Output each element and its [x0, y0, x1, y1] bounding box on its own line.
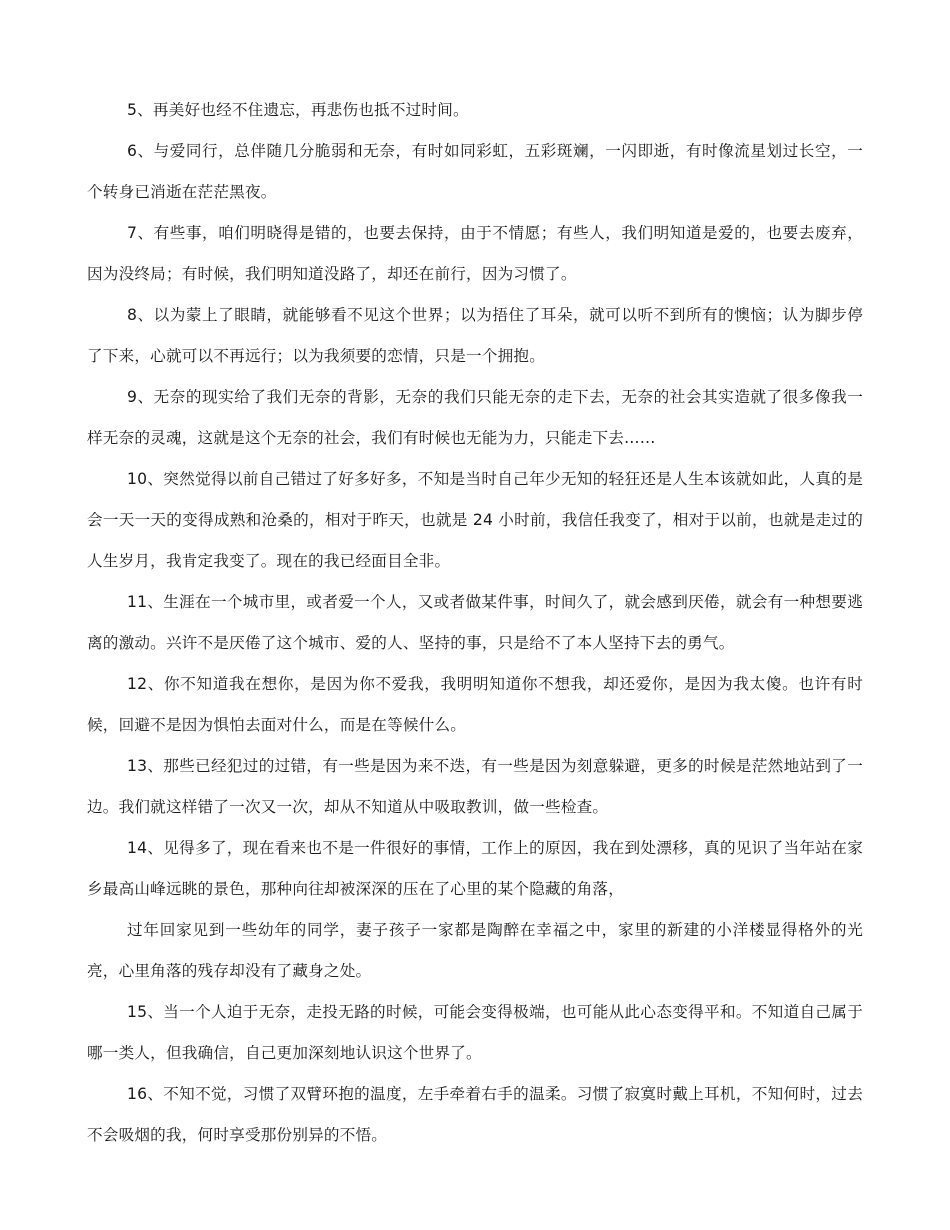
paragraph-10: 10、突然觉得以前自己错过了好多好多，不知是当时自己年少无知的轻狂还是人生本该就如此，人真的是会一天一天的变得成熟和沧桑的，相对于昨天，也就是 24 小时前，我信任我变了，相对于以前，也就是走过的人生岁月，我肯定我变了。现在的我已经面目全非。 [87, 470, 863, 570]
paragraph-12: 12、你不知道我在想你，是因为你不爱我，我明明知道你不想我，却还爱你，是因为我太傻。也许有时候，回避不是因为惧怕去面对什么，而是在等候什么。 [87, 675, 863, 734]
paragraph-14-continued: 过年回家见到一些幼年的同学，妻子孩子一家都是陶醉在幸福之中，家里的新建的小洋楼显得格外的光亮，心里角落的残存却没有了藏身之处。 [87, 921, 863, 980]
paragraph-6: 6、与爱同行，总伴随几分脆弱和无奈，有时如同彩虹，五彩斑斓，一闪即逝，有时像流星划过长空，一个转身已消逝在茫茫黑夜。 [87, 142, 863, 201]
paragraph-16: 16、不知不觉，习惯了双臂环抱的温度，左手牵着右手的温柔。习惯了寂寞时戴上耳机，不知何时，过去不会吸烟的我，何时享受那份别异的不悟。 [87, 1085, 863, 1144]
paragraph-5: 5、再美好也经不住遗忘，再悲伤也抵不过时间。 [127, 101, 469, 119]
paragraph-11: 11、生涯在一个城市里，或者爱一个人，又或者做某件事，时间久了，就会感到厌倦，就会有一种想要逃离的激动。兴许不是厌倦了这个城市、爱的人、坚持的事，只是给不了本人坚持下去的勇气。 [87, 593, 863, 652]
paragraph-14: 14、见得多了，现在看来也不是一件很好的事情，工作上的原因，我在到处漂移，真的见识了当年站在家乡最高山峰远眺的景色，那种向往却被深深的压在了心里的某个隐藏的角落， [87, 839, 863, 898]
paragraph-13: 13、那些已经犯过的过错，有一些是因为来不迭，有一些是因为刻意躲避，更多的时候是茫然地站到了一边。我们就这样错了一次又一次，却从不知道从中吸取教训，做一些检查。 [87, 757, 863, 816]
paragraph-8: 8、以为蒙上了眼睛，就能够看不见这个世界；以为捂住了耳朵，就可以听不到所有的懊恼；认为脚步停了下来，心就可以不再远行；以为我须要的恋情，只是一个拥抱。 [87, 306, 863, 365]
paragraph-7: 7、有些事，咱们明晓得是错的，也要去保持，由于不情愿；有些人，我们明知道是爱的，也要去废弃，因为没终局；有时候，我们明知道没路了，却还在前行，因为习惯了。 [87, 224, 863, 283]
paragraph-15: 15、当一个人迫于无奈，走投无路的时候，可能会变得极端，也可能从此心态变得平和。不知道自己属于哪一类人，但我确信，自己更加深刻地认识这个世界了。 [87, 1003, 863, 1062]
paragraph-9: 9、无奈的现实给了我们无奈的背影，无奈的我们只能无奈的走下去，无奈的社会其实造就了很多像我一样无奈的灵魂，这就是这个无奈的社会，我们有时候也无能为力，只能走下去…… [87, 388, 863, 447]
document-page [87, 90, 863, 1156]
